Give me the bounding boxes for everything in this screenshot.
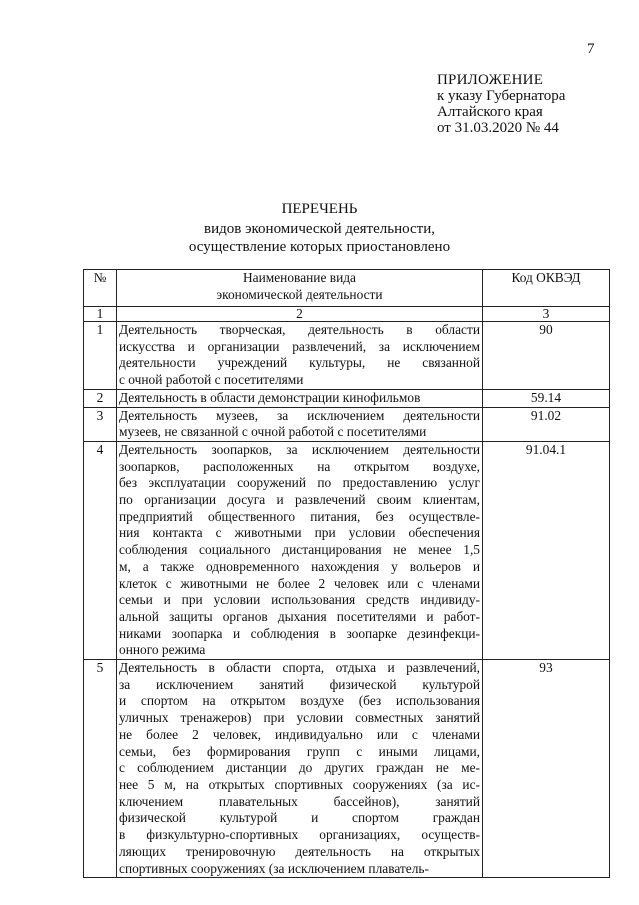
- activity-name-line: по организации досуга и развлечений своим клиентам,: [119, 492, 480, 508]
- activity-name-line: клеток с животными не более 2 человек или с членами: [119, 575, 480, 591]
- appendix-line: Алтайского края: [437, 104, 543, 120]
- header-name-line: Наименование вида: [242, 270, 357, 285]
- okved-code: 91.02: [483, 407, 610, 441]
- activity-name-line: ляющих тренировочную деятельность на открытых: [119, 843, 480, 859]
- page-number: 7: [587, 41, 595, 57]
- activity-name-line: в физкультурно-спортивных организациях, осуществ-: [119, 827, 480, 843]
- index-cell: 2: [117, 307, 483, 322]
- activity-name-line: спортивных сооружениях (за исключением плаватель-: [119, 860, 429, 876]
- appendix-block: [437, 72, 565, 136]
- header-name-line: экономической деятельности: [216, 286, 383, 302]
- table-row: [84, 660, 610, 878]
- document-title: ПЕРЕЧЕНЬ: [281, 201, 358, 217]
- table-header-row: [84, 270, 610, 307]
- activity-name-line: деятельности учреждений культуры, не связанной: [119, 355, 480, 371]
- activity-name-line: ключением плавательных бассейнов), занятий: [119, 793, 480, 809]
- activity-name-line: и спортом на открытом воздухе (без использования: [119, 693, 480, 709]
- activity-name-line: Деятельность творческая, деятельность в области: [119, 322, 480, 337]
- activity-name: [117, 407, 483, 441]
- activity-name-line: Деятельность музеев, за исключением деятельности: [119, 407, 480, 423]
- table-row: [84, 441, 610, 659]
- okved-code: 90: [483, 322, 610, 390]
- activity-name-line: не более 2 человек, индивидуально или с членами: [119, 726, 480, 742]
- activity-name-line: Деятельность в области спорта, отдыха и развлечений,: [119, 660, 480, 676]
- activity-name-line: альной защиты органов дыхания посетителями и работ-: [119, 608, 480, 624]
- activity-name-line: Деятельность в области демонстрации кинофильмов: [119, 389, 421, 405]
- document-subtitle: осуществление которых приостановлено: [188, 239, 451, 255]
- row-number: 5: [84, 660, 117, 878]
- activity-name-line: нее 5 м, на открытых спортивных сооружениях (за ис-: [119, 776, 480, 792]
- activities-table: [83, 269, 610, 878]
- appendix-line: от 31.03.2020 № 44: [437, 120, 559, 136]
- activity-name: [117, 322, 483, 390]
- activity-name-line: предприятий общественного питания, без осуществле-: [119, 508, 480, 524]
- row-number: 1: [84, 322, 117, 390]
- activity-name-line: с очной работой с посетителями: [119, 372, 304, 388]
- activity-name-line: никами зоопарка и соблюдения в зоопарке дезинфекци-: [119, 625, 480, 641]
- activity-name-line: за исключением занятий физической культурой: [119, 676, 480, 692]
- appendix-title: ПРИЛОЖЕНИЕ: [437, 72, 544, 88]
- activity-name-line: без эксплуатации сооружений по предоставлению услуг: [119, 475, 480, 491]
- activity-name-line: ния контакта с животными при условии обеспечения: [119, 525, 480, 541]
- okved-code: 59.14: [483, 389, 610, 407]
- activity-name-line: искусства и организации развлечений, за исключением: [119, 338, 480, 354]
- table-row: [84, 389, 610, 407]
- activity-name-line: зоопарков, расположенных на открытом воздухе,: [119, 458, 480, 474]
- row-number: 2: [84, 389, 117, 407]
- activity-name-line: Деятельность зоопарков, за исключением деятельности: [119, 441, 480, 457]
- row-number: 4: [84, 441, 117, 659]
- okved-code: 91.04.1: [483, 441, 610, 659]
- activity-name: [117, 441, 483, 659]
- table-index-row: [84, 307, 610, 322]
- header-num: №: [84, 270, 117, 307]
- activity-name-line: семьи и при условии использования средств индивиду-: [119, 592, 480, 608]
- activity-name-line: с соблюдением дистанции до других граждан не ме-: [119, 760, 480, 776]
- okved-code: 93: [483, 660, 610, 878]
- index-cell: 3: [483, 307, 610, 322]
- table-row: [84, 407, 610, 441]
- activity-name-line: онного режима: [119, 642, 206, 658]
- row-number: 3: [84, 407, 117, 441]
- activity-name-line: уличных тренажеров) при условии совместных занятий: [119, 710, 480, 726]
- activity-name-line: музеев, не связанной с очной работой с посетителями: [119, 424, 427, 440]
- activity-name: [117, 660, 483, 878]
- activity-name-line: физической культурой и спортом граждан: [119, 810, 480, 826]
- table-row: [84, 322, 610, 390]
- activity-name-line: соблюдения социального дистанцирования не менее 1,5: [119, 542, 480, 558]
- appendix-line: к указу Губернатора: [437, 88, 566, 104]
- header-code: Код ОКВЭД: [483, 270, 610, 307]
- header-name: [117, 270, 483, 307]
- activity-name-line: семьи, без формирования групп с иными лицами,: [119, 743, 480, 759]
- document-subtitle: видов экономической деятельности,: [204, 221, 435, 237]
- activity-name: [117, 389, 483, 407]
- activity-name-line: м, а также одновременного нахождения у вольеров и: [119, 558, 480, 574]
- index-cell: 1: [84, 307, 117, 322]
